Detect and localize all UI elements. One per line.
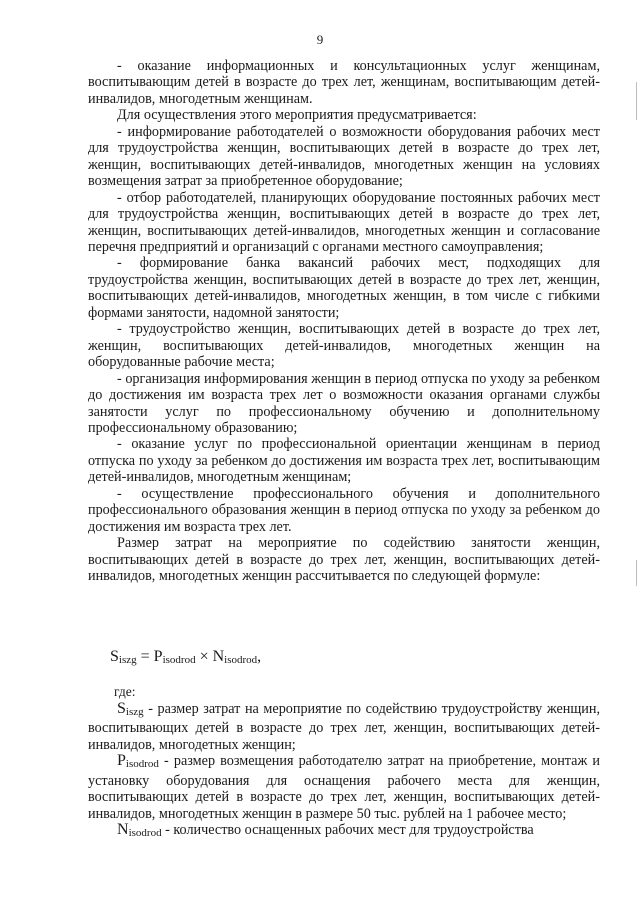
definition-item: $S_{iszg}$ - размер затрат на мероприятие по содействию трудоустройству женщин, воспитывающих детей в возрасте до трех лет, женщин, воспитывающих детей-инвалидов, многодетных женщин; xyxy=(88,700,600,753)
cost-formula: $S_{iszg} = P_{isodrod} \times N_{isodrod}$, xyxy=(110,648,262,666)
formula-lhs: $S_{iszg}$ xyxy=(110,648,137,666)
page-number: 9 xyxy=(316,32,324,47)
scan-edge-mark xyxy=(636,82,637,120)
paragraph: Для осуществления этого мероприятия предусматривается: xyxy=(117,107,477,124)
paragraph: Размер затрат на мероприятие по содействию занятости женщин, воспитывающих детей в возрасте до трех лет, женщин, воспитывающих детей-инвалидов, многодетных женщин рассчитывается по следующей формуле: xyxy=(88,535,600,585)
formula-term-p: $P_{isodrod}$ xyxy=(153,648,196,666)
paragraph: - отбор работодателей, планирующих оборудование постоянных рабочих мест для трудоустройства женщин, воспитывающих детей в возрасте до трех лет, женщин, воспитывающих детей-инвалидов, многодетных женщин и согласование перечня предприятий и организаций с органами местного самоуправления; xyxy=(88,189,600,255)
formula-term-n: $N_{isodrod}$ xyxy=(212,648,258,666)
definition-item: $N_{isodrod}$ - количество оснащенных рабочих мест для трудоустройства xyxy=(117,821,534,840)
paragraph: - оказание информационных и консультационных услуг женщинам, воспитывающим детей в возрасте до трех лет, женщинам, воспитывающим детей-инвалидов, многодетным женщинам. xyxy=(88,58,600,107)
paragraph: - формирование банка вакансий рабочих мест, подходящих для трудоустройства женщин, воспитывающих детей в возрасте до трех лет, женщин, воспитывающих детей-инвалидов, многодетных женщин, в том числе с гибкими формами занятости, надомной занятости; xyxy=(88,255,600,321)
where-label: где: xyxy=(114,684,136,699)
body-text xyxy=(88,58,600,585)
paragraph: - информирование работодателей о возможности оборудования рабочих мест для трудоустройства женщин, воспитывающих детей в возрасте до трех лет, женщин, воспитывающих детей-инвалидов, многодетных женщин на условиях возмещения затрат за приобретенное оборудование; xyxy=(88,123,600,190)
definition-symbol: $P_{isodrod}$ xyxy=(117,752,159,771)
definition-symbol: $N_{isodrod}$ xyxy=(117,821,162,840)
paragraph: - оказание услуг по профессиональной ориентации женщинам в период отпуска по уходу за ребенком до достижения им возраста трех лет, воспитывающим детей-инвалидов, многодетным женщинам; xyxy=(88,436,600,486)
definitions xyxy=(88,701,600,842)
paragraph: - трудоустройство женщин, воспитывающих детей в возрасте до трех лет, женщин, воспитывающих детей-инвалидов, многодетных женщин на оборудованные рабочие места; xyxy=(88,321,600,371)
paragraph: - осуществление профессионального обучения и дополнительного профессионального образования женщин в период отпуска по уходу за ребенком до достижения им возраста трех лет. xyxy=(88,485,600,535)
definition-symbol: $S_{iszg}$ xyxy=(117,700,144,718)
scan-edge-mark xyxy=(636,560,637,586)
definition-item: $P_{isodrod}$ - размер возмещения работодателю затрат на приобретение, монтаж и установку оборудования для оснащения рабочего места для женщин, воспитывающих детей в возрасте до трех лет, женщин, воспитывающих детей-инвалидов, многодетных женщин в размере 50 тыс. рублей на 1 рабочее место; xyxy=(88,752,600,822)
paragraph: - организация информирования женщин в период отпуска по уходу за ребенком до достижения им возраста трех лет о возможности оказания органами службы занятости услуг по профессиональному обучению и дополнительному профессиональному образованию; xyxy=(88,370,600,436)
